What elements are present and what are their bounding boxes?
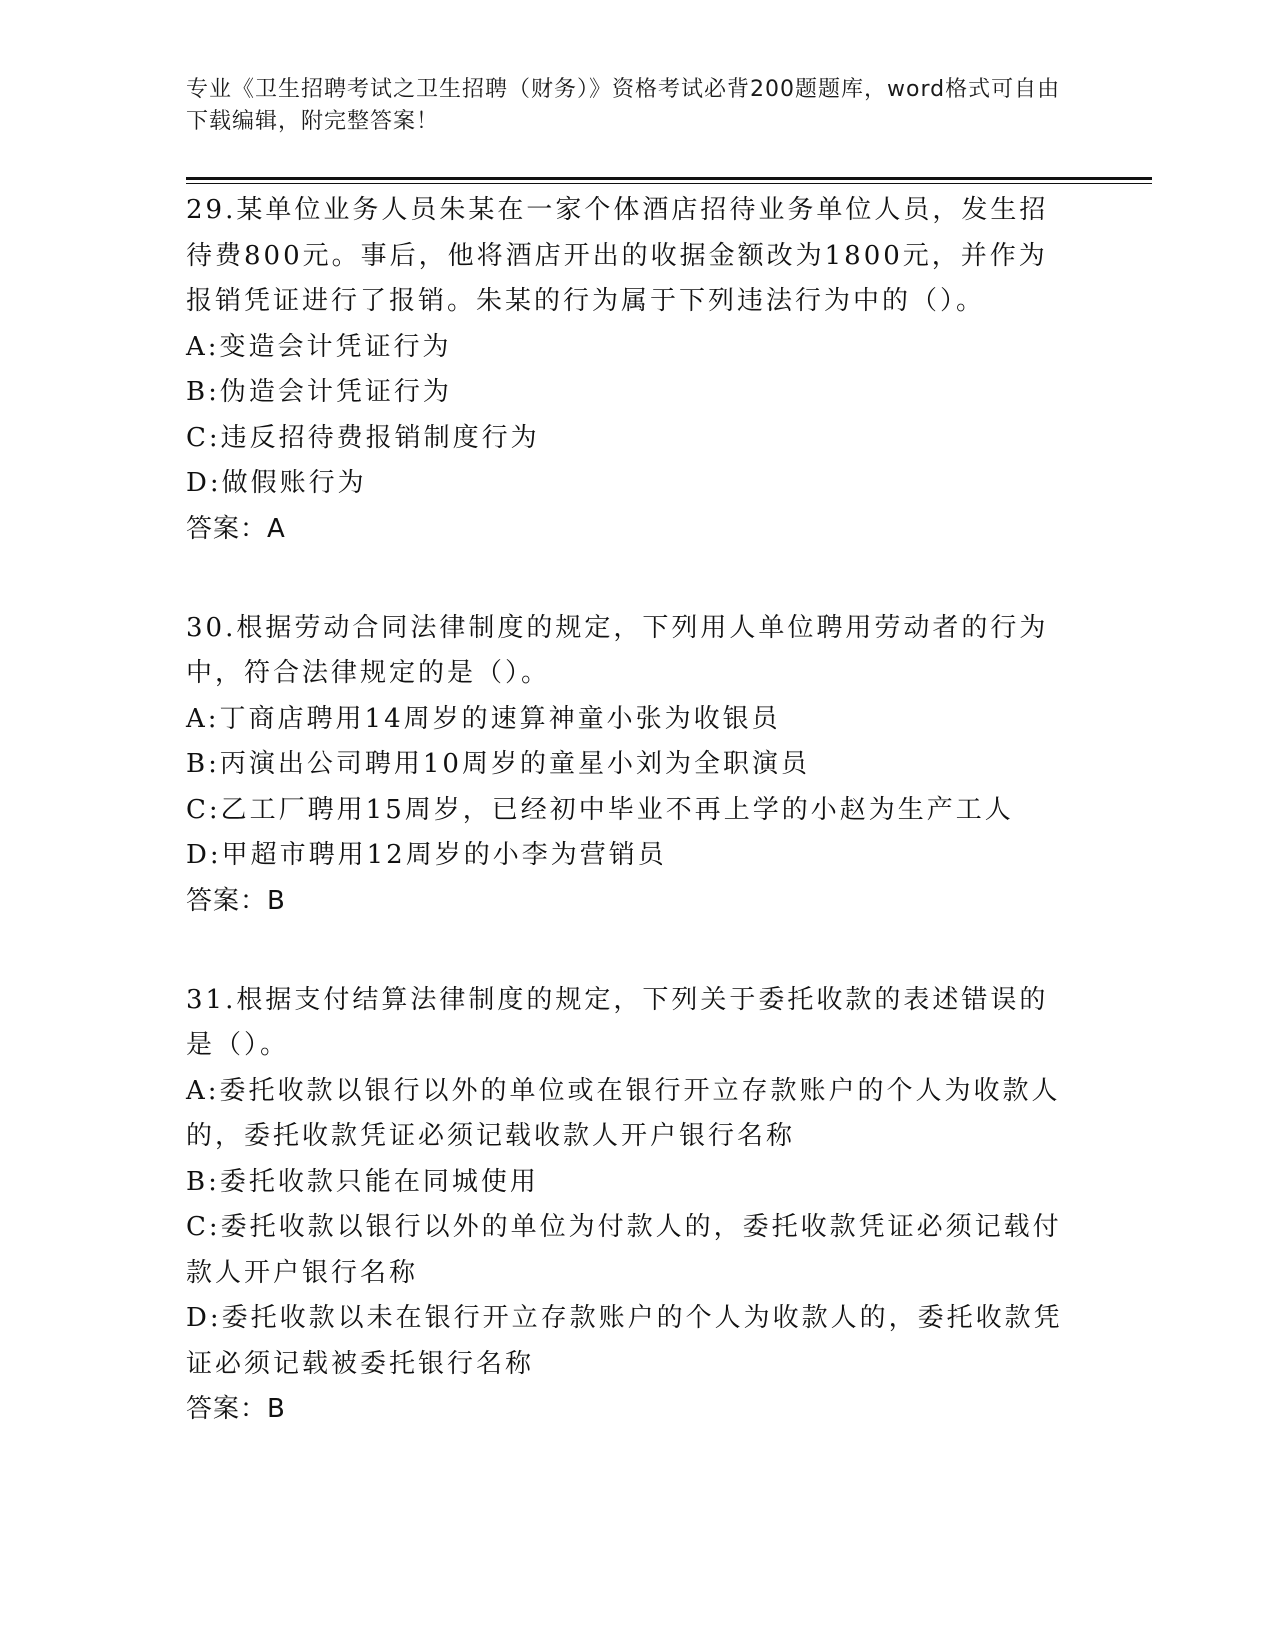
option-c: C:违反招待费报销制度行为 (186, 422, 540, 453)
option-a: A:变造会计凭证行为 (186, 331, 452, 362)
option-d: D:委托收款以未在银行开立存款账户的个人为收款人的，委托收款凭证必须记载被委托银行名称 (186, 1303, 1063, 1379)
option-c: C:乙工厂聘用15周岁，已经初中毕业不再上学的小赵为生产工人 (186, 794, 1014, 825)
header-rule-thin (186, 183, 1152, 184)
question-29 (186, 188, 1066, 552)
question-stem: 31.根据支付结算法律制度的规定，下列关于委托收款的表述错误的是（）。 (186, 984, 1049, 1060)
option-d: D:甲超市聘用12周岁的小李为营销员 (186, 840, 667, 870)
option-b: B:委托收款只能在同城使用 (186, 1166, 539, 1197)
option-b: B:丙演出公司聘用10周岁的童星小刘为全职演员 (186, 749, 810, 779)
answer-label: 答案：B (186, 1394, 286, 1424)
question-30 (186, 606, 1066, 924)
option-d: D:做假账行为 (186, 468, 367, 498)
answer-label: 答案：B (186, 885, 286, 916)
option-b: B:伪造会计凭证行为 (186, 377, 452, 407)
header-rule-thick (186, 177, 1152, 180)
question-stem: 30.根据劳动合同法律制度的规定，下列用人单位聘用劳动者的行为中，符合法律规定的是（）。 (186, 612, 1049, 688)
question-stem: 29.某单位业务人员朱某在一家个体酒店招待业务单位人员，发生招待费800元。事后，他将酒店开出的收据金额改为1800元，并作为报销凭证进行了报销。朱某的行为属于下列违法行为中的（）。 (186, 195, 1049, 316)
option-a: A:委托收款以银行以外的单位或在银行开立存款账户的个人为收款人的，委托收款凭证必须记载收款人开户银行名称 (186, 1075, 1061, 1151)
option-c: C:委托收款以银行以外的单位为付款人的，委托收款凭证必须记载付款人开户银行名称 (186, 1212, 1062, 1288)
question-list (186, 188, 1066, 1486)
option-a: A:丁商店聘用14周岁的速算神童小张为收银员 (186, 703, 781, 734)
document-header: 专业《卫生招聘考试之卫生招聘（财务）》资格考试必背200题题库，word格式可自由下载编辑，附完整答案！ (186, 77, 1061, 134)
question-31 (186, 978, 1066, 1433)
answer-label: 答案：A (186, 513, 286, 544)
